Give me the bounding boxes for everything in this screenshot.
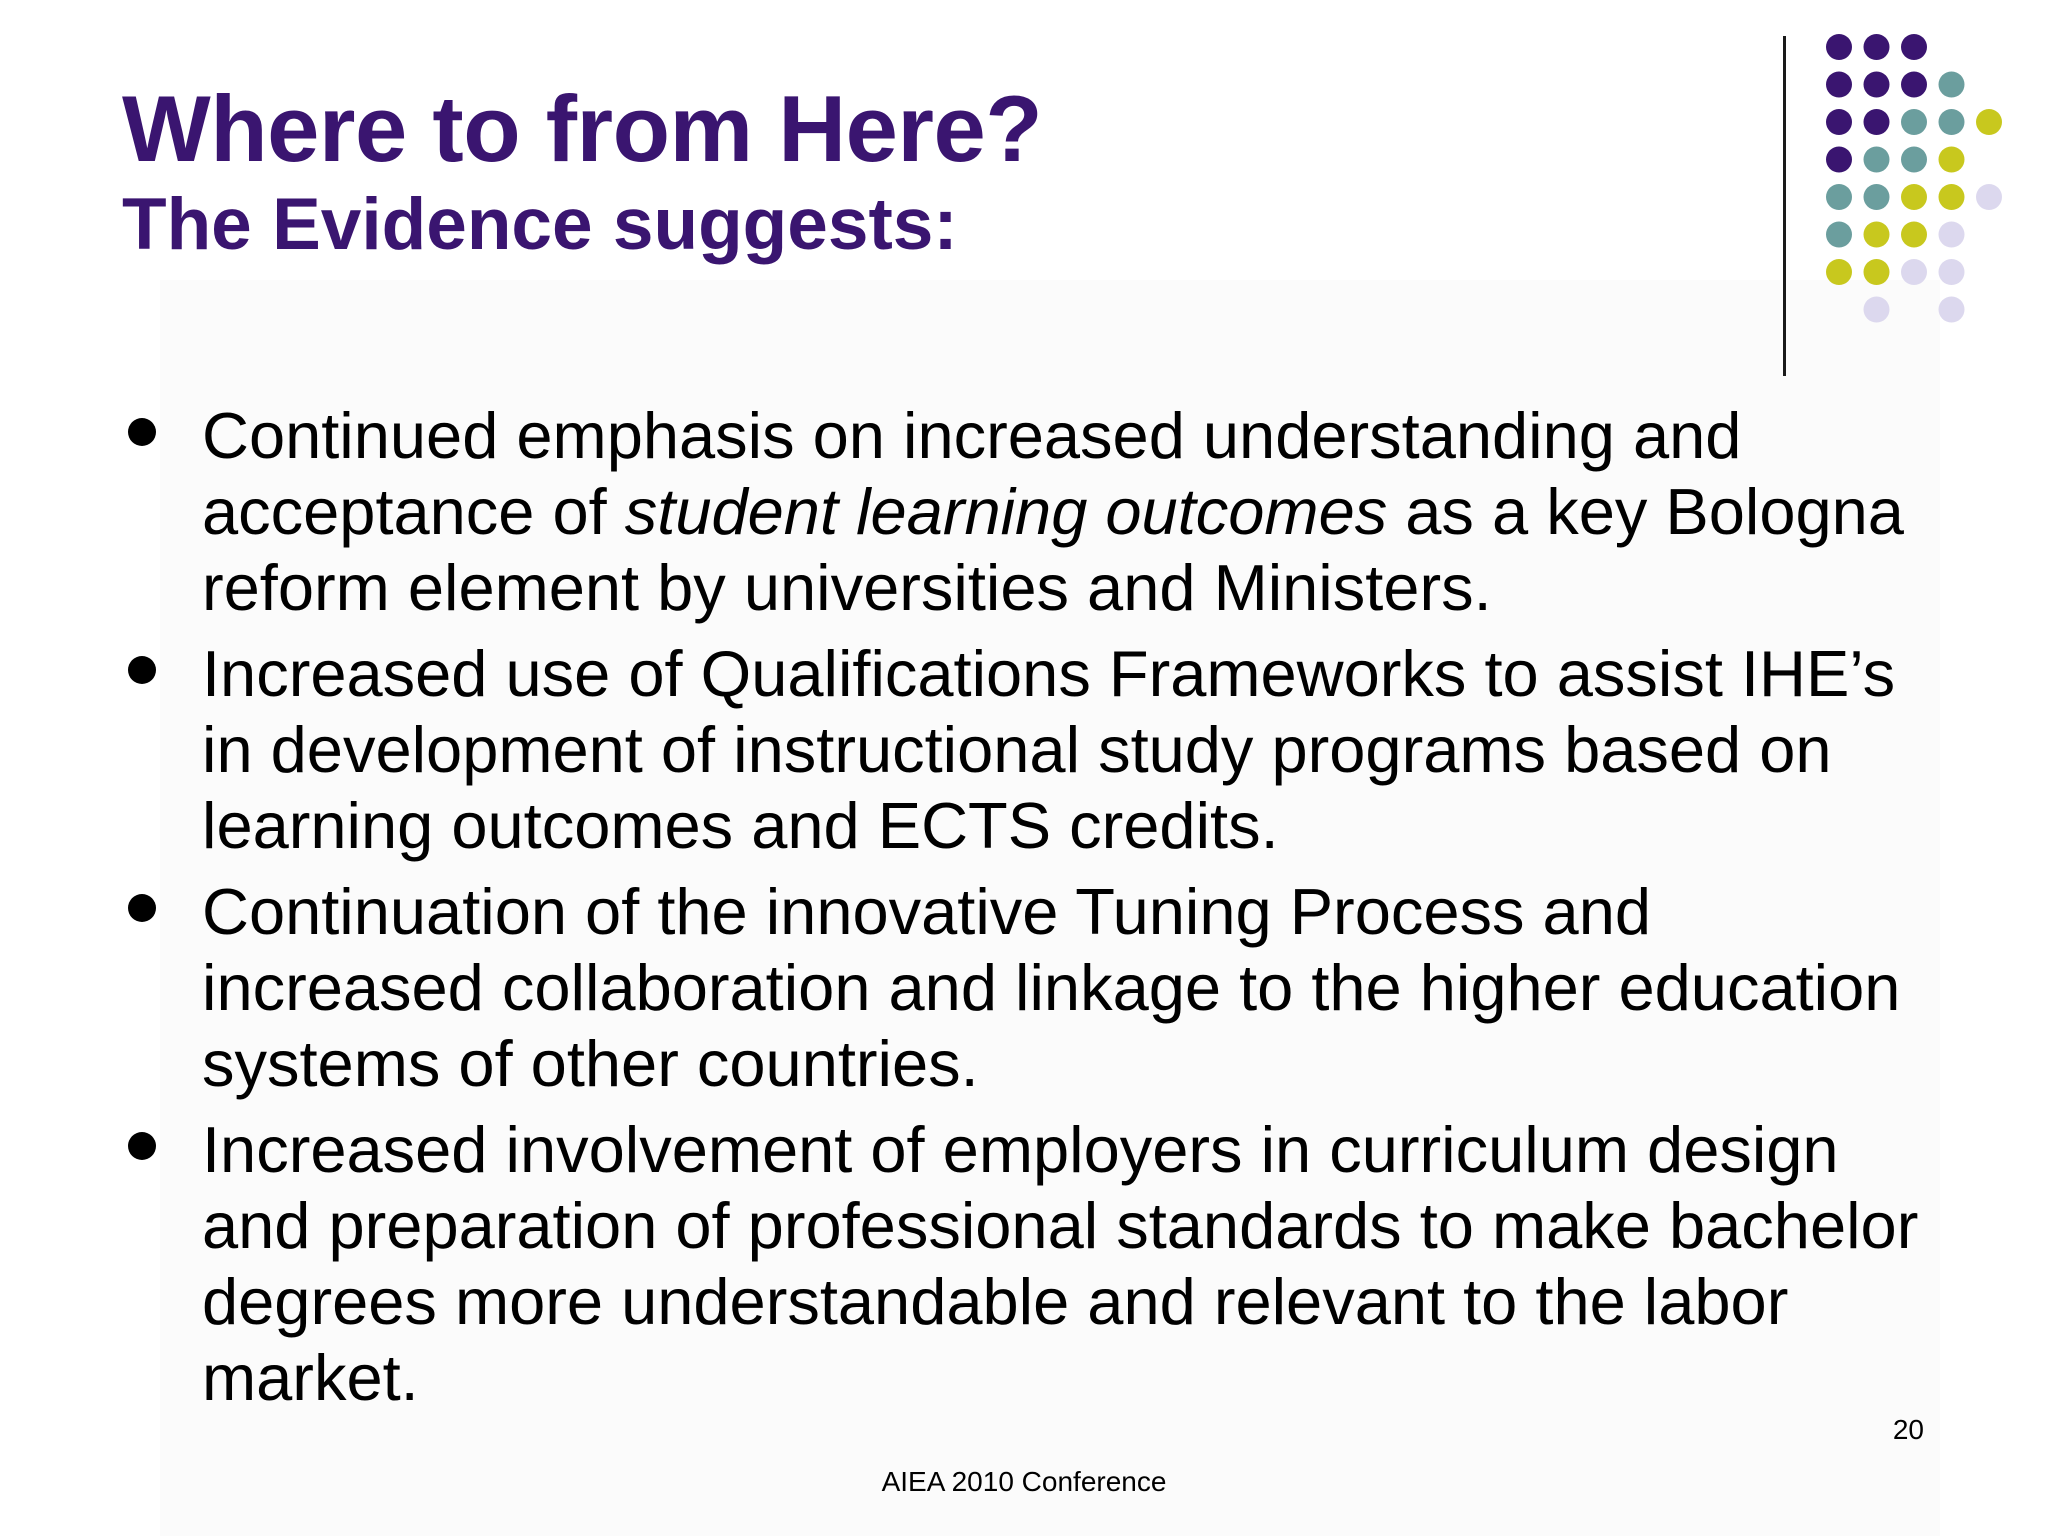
bullet-text-emphasis: student learning outcomes <box>624 475 1388 548</box>
bullet-list <box>122 398 1942 1426</box>
slide-title <box>122 76 1043 265</box>
bullet-item <box>122 874 1942 1102</box>
decorative-dot <box>1864 222 1890 248</box>
bullet-text: Continuation of the innovative Tuning Process and increased collaboration and linkage to the higher education systems of other countries. <box>202 875 1901 1100</box>
decorative-dot <box>1826 34 1852 60</box>
bullet-item <box>122 398 1942 626</box>
bullet-item <box>122 1112 1942 1416</box>
decorative-dot <box>1826 147 1852 173</box>
decorative-dot <box>1901 147 1927 173</box>
bullet-dot-icon <box>128 656 156 684</box>
bullet-item <box>122 636 1942 864</box>
decorative-dot <box>1864 184 1890 210</box>
decorative-dot <box>1826 184 1852 210</box>
decorative-dot <box>1939 184 1965 210</box>
title-subtitle: The Evidence suggests: <box>122 184 958 265</box>
page-number: 20 <box>1892 1414 1924 1445</box>
decorative-dot <box>1901 72 1927 98</box>
decorative-dot <box>1826 109 1852 135</box>
decorative-dot <box>1864 147 1890 173</box>
decorative-dot <box>1939 297 1965 323</box>
decorative-dot <box>1864 109 1890 135</box>
bullet-text <box>202 399 1904 624</box>
decorative-dot <box>1939 72 1965 98</box>
bullet-dot-icon <box>128 418 156 446</box>
bullet-dot-icon <box>128 1132 156 1160</box>
decorative-dot <box>1826 222 1852 248</box>
decorative-dot <box>1939 147 1965 173</box>
decorative-dot <box>1976 109 2002 135</box>
bullet-text-before: Continued emphasis on increased understanding and acceptance of <box>202 399 1742 548</box>
bullet-dot-icon <box>128 894 156 922</box>
decorative-dot <box>1976 184 2002 210</box>
decorative-dot <box>1939 222 1965 248</box>
decorative-dot <box>1939 259 1965 285</box>
decorative-dot <box>1901 184 1927 210</box>
bullet-text: Increased use of Qualifications Frameworks to assist IHE’s in development of instructional study programs based on learning outcomes and ECTS credits. <box>202 637 1896 862</box>
decorative-dot <box>1864 34 1890 60</box>
decorative-dot <box>1939 109 1965 135</box>
title-main: Where to from Here? <box>122 76 1043 181</box>
decorative-dot <box>1901 109 1927 135</box>
footer-text: AIEA 2010 Conference <box>881 1466 1167 1497</box>
vertical-divider <box>1783 36 1786 376</box>
bullet-text: Increased involvement of employers in curriculum design and preparation of professional standards to make bachelor degrees more understandable and relevant to the labor market. <box>202 1113 1919 1414</box>
decorative-dot <box>1901 222 1927 248</box>
decorative-dot <box>1864 72 1890 98</box>
bullet-text-after: as a key Bologna reform element by universities and Ministers. <box>202 475 1904 624</box>
decorative-dot <box>1826 72 1852 98</box>
decorative-dot <box>1901 34 1927 60</box>
